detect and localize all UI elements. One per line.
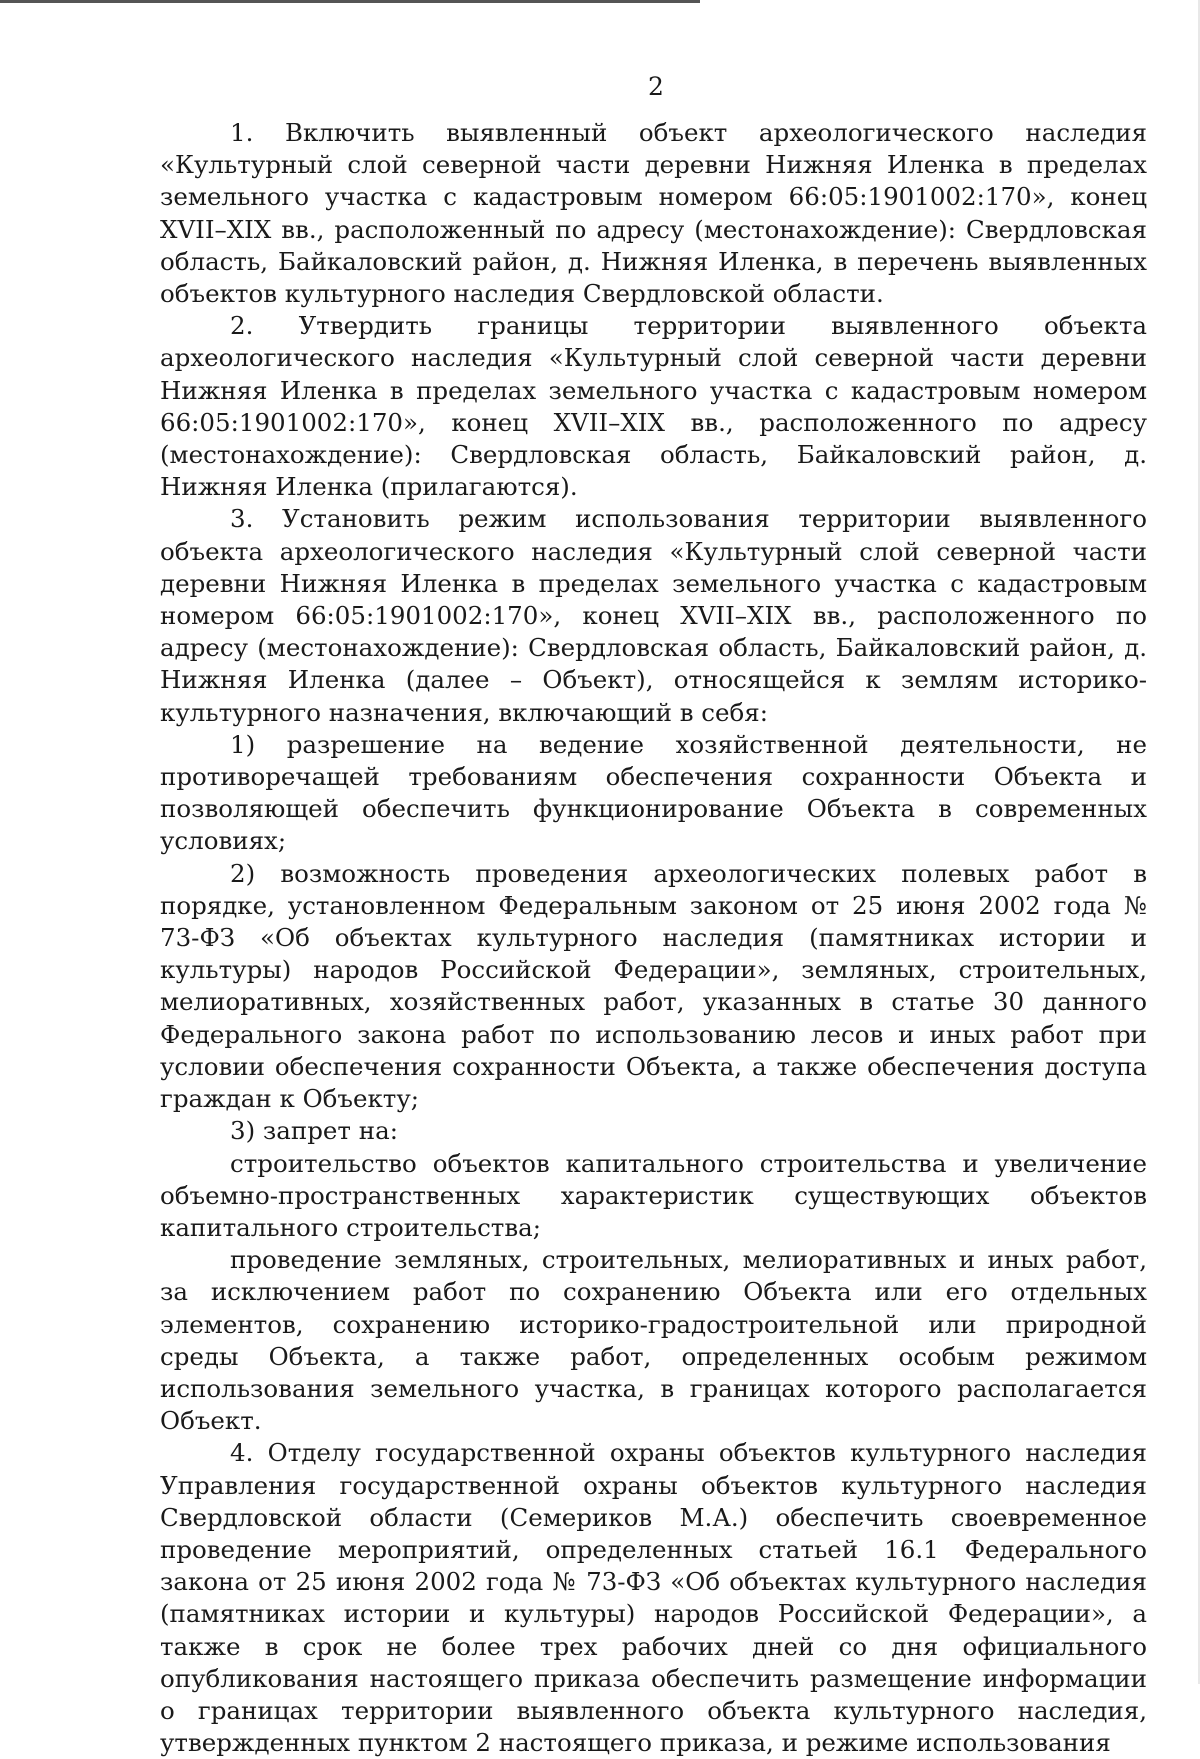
paragraph-subitem-2: 2) возможность проведения археологических полевых работ в порядке, установленном Федеральным законом от 25 июня 2002 года № 73-ФЗ «Об объектах культурного наследия (памятниках истории и культуры) народов Российской Федерации», земляных, строительных, мелиоративных, хозяйственных работ, указанных в статье 30 данного Федерального закона работ по использованию лесов и иных работ при условии обеспечения сохранности Объекта, а также обеспечения доступа граждан к Объекту; <box>160 858 1147 1114</box>
page-number: 2 <box>648 72 664 101</box>
paragraph-item-1: 1. Включить выявленный объект археологического наследия «Культурный слой северной части деревни Нижняя Иленка в пределах земельного участка с кадастровым номером 66:05:1901002:170», конец XVII–XIX вв., расположенный по адресу (местонахождение): Свердловская область, Байкаловский район, д. Нижняя Иленка, в перечень выявленных объектов культурного наследия Свердловской области. <box>160 118 1147 309</box>
paragraph-subitem-1: 1) разрешение на ведение хозяйственной деятельности, не противоречащей требованиям обеспечения сохранности Объекта и позволяющей обеспечить функционирование Объекта в современных условиях; <box>160 729 1147 856</box>
paragraph-item-4: 4. Отделу государственной охраны объектов культурного наследия Управления государственной охраны объектов культурного наследия Свердловской области (Семериков М.А.) обеспечить своевременное проведение мероприятий, определенных статьей 16.1 Федерального закона от 25 июня 2002 года № 73-ФЗ «Об объектах культурного наследия (памятниках истории и культуры) народов Российской Федерации», а также в срок не более трех рабочих дней со дня официального опубликования настоящего приказа обеспечить размещение информации о границах территории выявленного объекта культурного наследия, утвержденных пунктом 2 настоящего приказа, и режиме использования <box>160 1438 1147 1758</box>
paragraph-prohibition-2: проведение земляных, строительных, мелиоративных и иных работ, за исключением работ по сохранению Объекта или его отдельных элементов, сохранению историко-градостроительной или природной среды Объекта, а также работ, определенных особым режимом использования земельного участка, в границах которого располагается Объект. <box>160 1245 1147 1436</box>
document-body <box>160 117 1147 1759</box>
paragraph-subitem-3: 3) запрет на: <box>230 1116 398 1146</box>
paragraph-prohibition-1: строительство объектов капитального строительства и увеличение объемно-пространственных характеристик существующих объектов капитального строительства; <box>160 1148 1147 1242</box>
scan-edge-top <box>0 0 700 3</box>
paragraph-item-2: 2. Утвердить границы территории выявленного объекта археологического наследия «Культурный слой северной части деревни Нижняя Иленка в пределах земельного участка с кадастровым номером 66:05:1901002:170», конец XVII–XIX вв., расположенного по адресу (местонахождение): Свердловская область, Байкаловский район, д. Нижняя Иленка (прилагаются). <box>160 311 1147 502</box>
paragraph-item-3: 3. Установить режим использования территории выявленного объекта археологического наследия «Культурный слой северной части деревни Нижняя Иленка в пределах земельного участка с кадастровым номером 66:05:1901002:170», конец XVII–XIX вв., расположенного по адресу (местонахождение): Свердловская область, Байкаловский район, д. Нижняя Иленка (далее – Объект), относящейся к землям историко-культурного назначения, включающий в себя: <box>160 504 1147 727</box>
